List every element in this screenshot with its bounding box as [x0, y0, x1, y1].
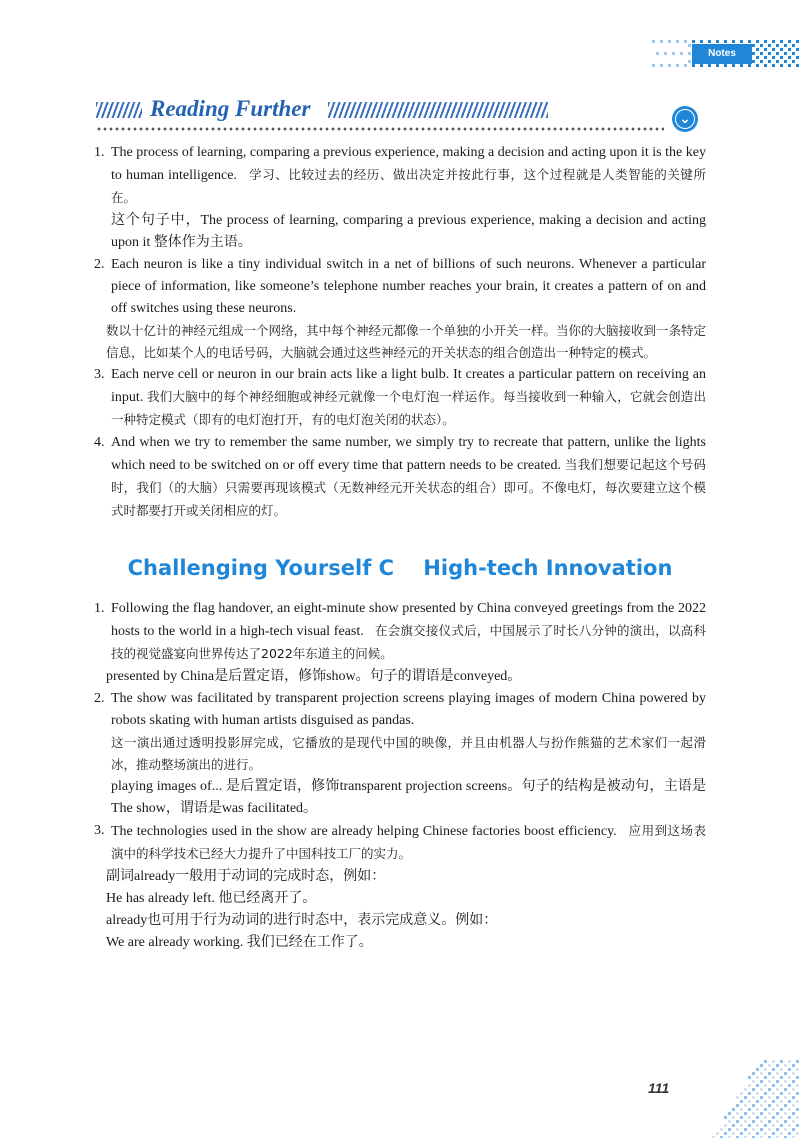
list-item [94, 254, 706, 320]
chinese-translation: 我们大脑中的每个神经细胞或神经元就像一个电灯泡一样运作。每当接收到一种输入，它就会创造出一种特定模式（即有的电灯泡打开，有的电灯泡关闭的状态）。 [111, 389, 706, 427]
grammar-note: 这个句子中，The process of learning, comparing a previous experience, making a decision and acting upon it 整体作为主语。 [111, 213, 706, 250]
list-item [94, 364, 706, 432]
dotted-divider [96, 127, 664, 131]
english-sentence: And when we try to remember the same number, we simply try to recreate that pattern, unlike the lights which need to be switched on or off every time that pattern needs to be created. [111, 435, 706, 473]
header-hatch-right [328, 102, 548, 118]
list-item [94, 688, 706, 732]
example-sentence: He has already left. 他已经离开了。 [106, 891, 317, 906]
english-sentence: Each nerve cell or neuron in our brain acts like a light bulb. It creates a particular pattern on receiving an input. [111, 367, 706, 405]
checker-pattern-bottom [700, 1060, 800, 1138]
notes-tab: Notes [692, 44, 752, 64]
chinese-translation: 当我们想要记起这个号码时，我们（的大脑）只需要再现该模式（无数神经元开关状态的组合）即可。不像电灯，每次要建立这个模式时都要打开或关闭相应的灯。 [111, 457, 707, 518]
english-sentence: Following the flag handover, an eight-minute show presented by China conveyed greetings from the 2022 hosts to the world in a high-tech visual feast. [111, 601, 706, 639]
item-number: 1. [94, 145, 105, 160]
english-sentence: The technologies used in the show are already helping Chinese factories boost efficiency. [111, 824, 617, 839]
section-title: Challenging Yourself C High-tech Innovation [127, 556, 673, 580]
grammar-note: 副词already一般用于动词的完成时态，例如： [106, 869, 386, 884]
item-number: 3. [94, 367, 105, 382]
list-item [94, 432, 706, 523]
grammar-note: presented by China是后置定语，修饰show。句子的谓语是conveyed。 [106, 669, 522, 684]
reading-further-header [96, 96, 706, 136]
item-number: 2. [94, 691, 105, 706]
chinese-translation: 应用到这场表演中的科学技术已经大力提升了中国科技工厂的实力。 [111, 823, 706, 861]
reading-further-list [94, 142, 706, 523]
list-item [94, 820, 706, 866]
chinese-translation: 数以十亿计的神经元组成一个网络，其中每个神经元都像一个单独的小开关一样。当你的大脑接收到一条特定信息，比如某个人的电话号码，大脑就会通过这些神经元的开关状态的组合创造出一种特定的模式。 [106, 323, 707, 360]
chinese-translation: 学习、比较过去的经历、做出决定并按此行事，这个过程就是人类智能的关键所在。 [111, 167, 707, 205]
challenge-list [94, 598, 706, 954]
item-number: 3. [94, 823, 105, 838]
page-number: 111 [648, 1080, 670, 1096]
item-number: 4. [94, 435, 105, 450]
example-sentence: We are already working. 我们已经在工作了。 [106, 935, 373, 950]
english-sentence: Each neuron is like a tiny individual switch in a net of billions of such neurons. Whenever a particular piece of information, like someone’s telephone number reaches your brain, it creates a pattern of on and off switches using these neurons. [111, 257, 706, 316]
reading-further-title: Reading Further [150, 96, 311, 121]
item-number: 2. [94, 257, 105, 272]
grammar-note: already也可用于行为动词的进行时态中，表示完成意义。例如： [106, 913, 498, 928]
english-sentence: The show was facilitated by transparent projection screens playing images of modern China powered by robots skating with human artists disguised as pandas. [111, 691, 706, 728]
list-item [94, 142, 706, 210]
list-item [94, 598, 706, 666]
chinese-translation: 这一演出通过透明投影屏完成，它播放的是现代中国的映像，并且由机器人与扮作熊猫的艺术家们一起滑冰，推动整场演出的进行。 [111, 735, 706, 772]
grammar-note: playing images of... 是后置定语，修饰transparent projection screens。句子的结构是被动句，主语是The show，谓语是was facilitated。 [111, 779, 706, 816]
item-number: 1. [94, 601, 105, 616]
chinese-translation: 在会旗交接仪式后，中国展示了时长八分钟的演出，以高科技的视觉盛宴向世界传达了2022年东道主的问候。 [111, 623, 706, 661]
english-sentence: The process of learning, comparing a previous experience, making a decision and acting upon it is the key to human intelligence. [111, 145, 706, 183]
header-hatch-left [96, 102, 142, 118]
chevron-down-icon: ⌄ [672, 106, 698, 132]
